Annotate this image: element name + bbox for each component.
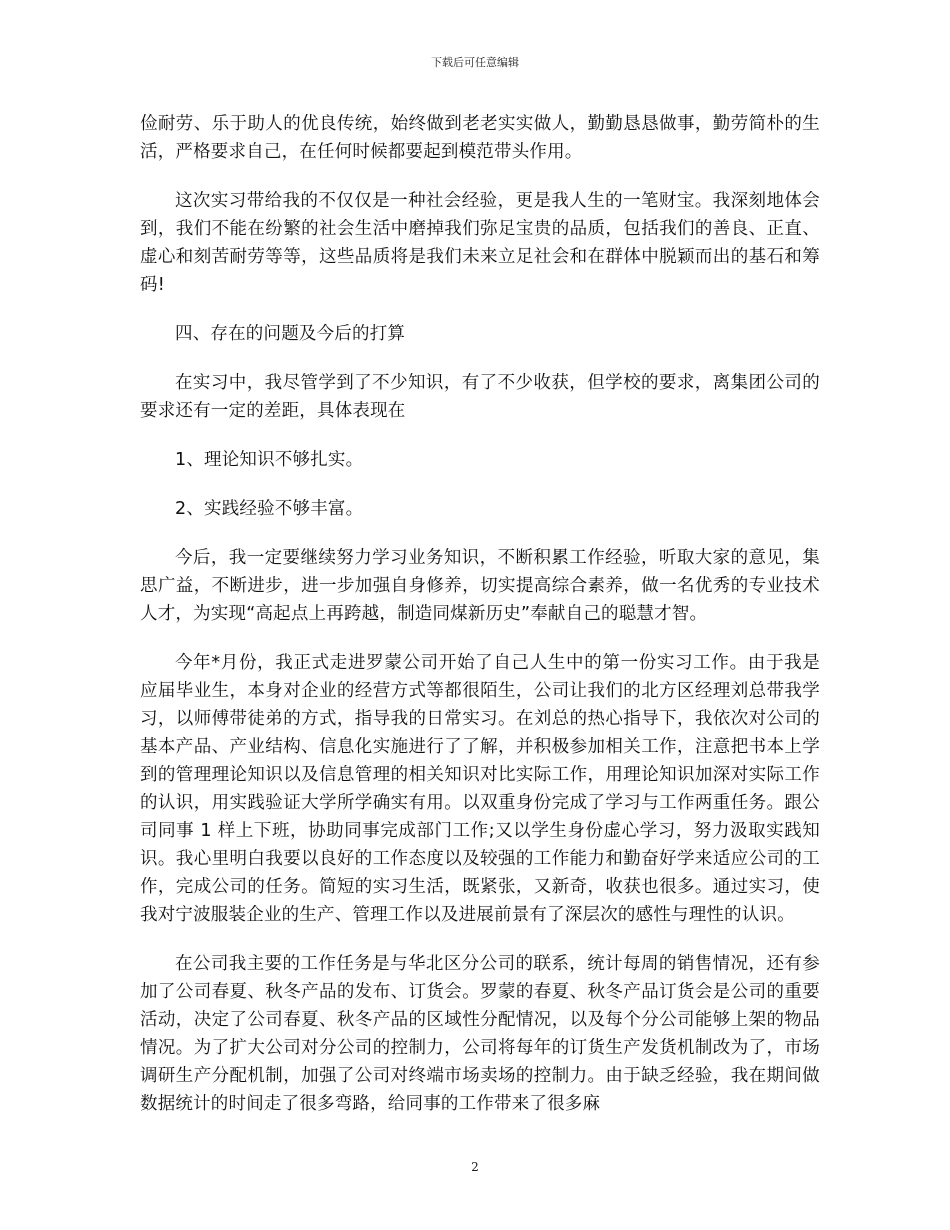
section-heading-problems-plans: 四、存在的问题及今后的打算 [175, 324, 406, 344]
paragraph-work-tasks: 在公司我主要的工作任务是与华北区分公司的联系，统计每周的销售情况，还有参加了公司春夏、秋冬产品的发布、订货会。罗蒙的春夏、秋冬产品订货会是公司的重要活动，决定了公司春夏、秋冬产品的区域性分配情况，以及每个分公司能够上架的物品情况。为了扩大公司对分公司的控制力，公司将每年的订货生产发货机制改为了，市场调研生产分配机制，加强了公司对终端市场卖场的控制力。由于缺乏经验，我在期间做数据统计的时间走了很多弯路，给同事的工作带来了很多麻 [140, 954, 820, 1114]
page-header: 下载后可任意编辑 [431, 56, 519, 69]
list-item-theory: 1、理论知识不够扎实。 [175, 450, 364, 470]
paragraph-gap-statement: 在实习中，我尽管学到了不少知识，有了不少收获，但学校的要求，离集团公司的要求还有一定的差距，具体表现在 [140, 373, 820, 421]
paragraph-internship-value: 这次实习带给我的不仅仅是一种社会经验，更是我人生的一笔财宝。我深刻地体会到，我们不能在纷繁的社会生活中磨掉我们弥足宝贵的品质，包括我们的善良、正直、虚心和刻苦耐劳等等，这些品质将是我们未来立足社会和在群体中脱颖而出的基石和筹码! [140, 191, 820, 295]
paragraph-future-plans: 今后，我一定要继续努力学习业务知识，不断积累工作经验，听取大家的意见，集思广益，不断进步，进一步加强自身修养，切实提高综合素养，做一名优秀的专业技术人才，为实现“高起点上再跨越，制造同煤新历史”奉献自己的聪慧才智。 [140, 548, 820, 624]
page-number: 2 [471, 1160, 479, 1174]
paragraph-continuation: 俭耐劳、乐于助人的优良传统，始终做到老老实实做人，勤勤恳恳做事，勤劳简朴的生活，严格要求自己，在任何时候都要起到模范带头作用。 [140, 114, 820, 162]
paragraph-internship-start: 今年*月份，我正式走进罗蒙公司开始了自己人生中的第一份实习工作。由于我是应届毕业生，本身对企业的经营方式等都很陌生，公司让我们的北方区经理刘总带我学习，以师傅带徒弟的方式，指导我的日常实习。在刘总的热心指导下，我依次对公司的基本产品、产业结构、信息化实施进行了了解，并积极参加相关工作，注意把书本上学到的管理理论知识以及信息管理的相关知识对比实际工作，用理论知识加深对实际工作的认识，用实践验证大学所学确实有用。以双重身份完成了学习与工作两重任务。跟公司同事 1 样上下班，协助同事完成部门工作;又以学生身份虚心学习，努力汲取实践知识。我心里明白我要以良好的工作态度以及较强的工作能力和勤奋好学来适应公司的工作，完成公司的任务。简短的实习生活，既紧张，又新奇，收获也很多。通过实习，使我对宁波服装企业的生产、管理工作以及进展前景有了深层次的感性与理性的认识。 [140, 653, 820, 925]
document-body [140, 110, 820, 1139]
list-item-practice: 2、实践经验不够丰富。 [175, 499, 364, 519]
